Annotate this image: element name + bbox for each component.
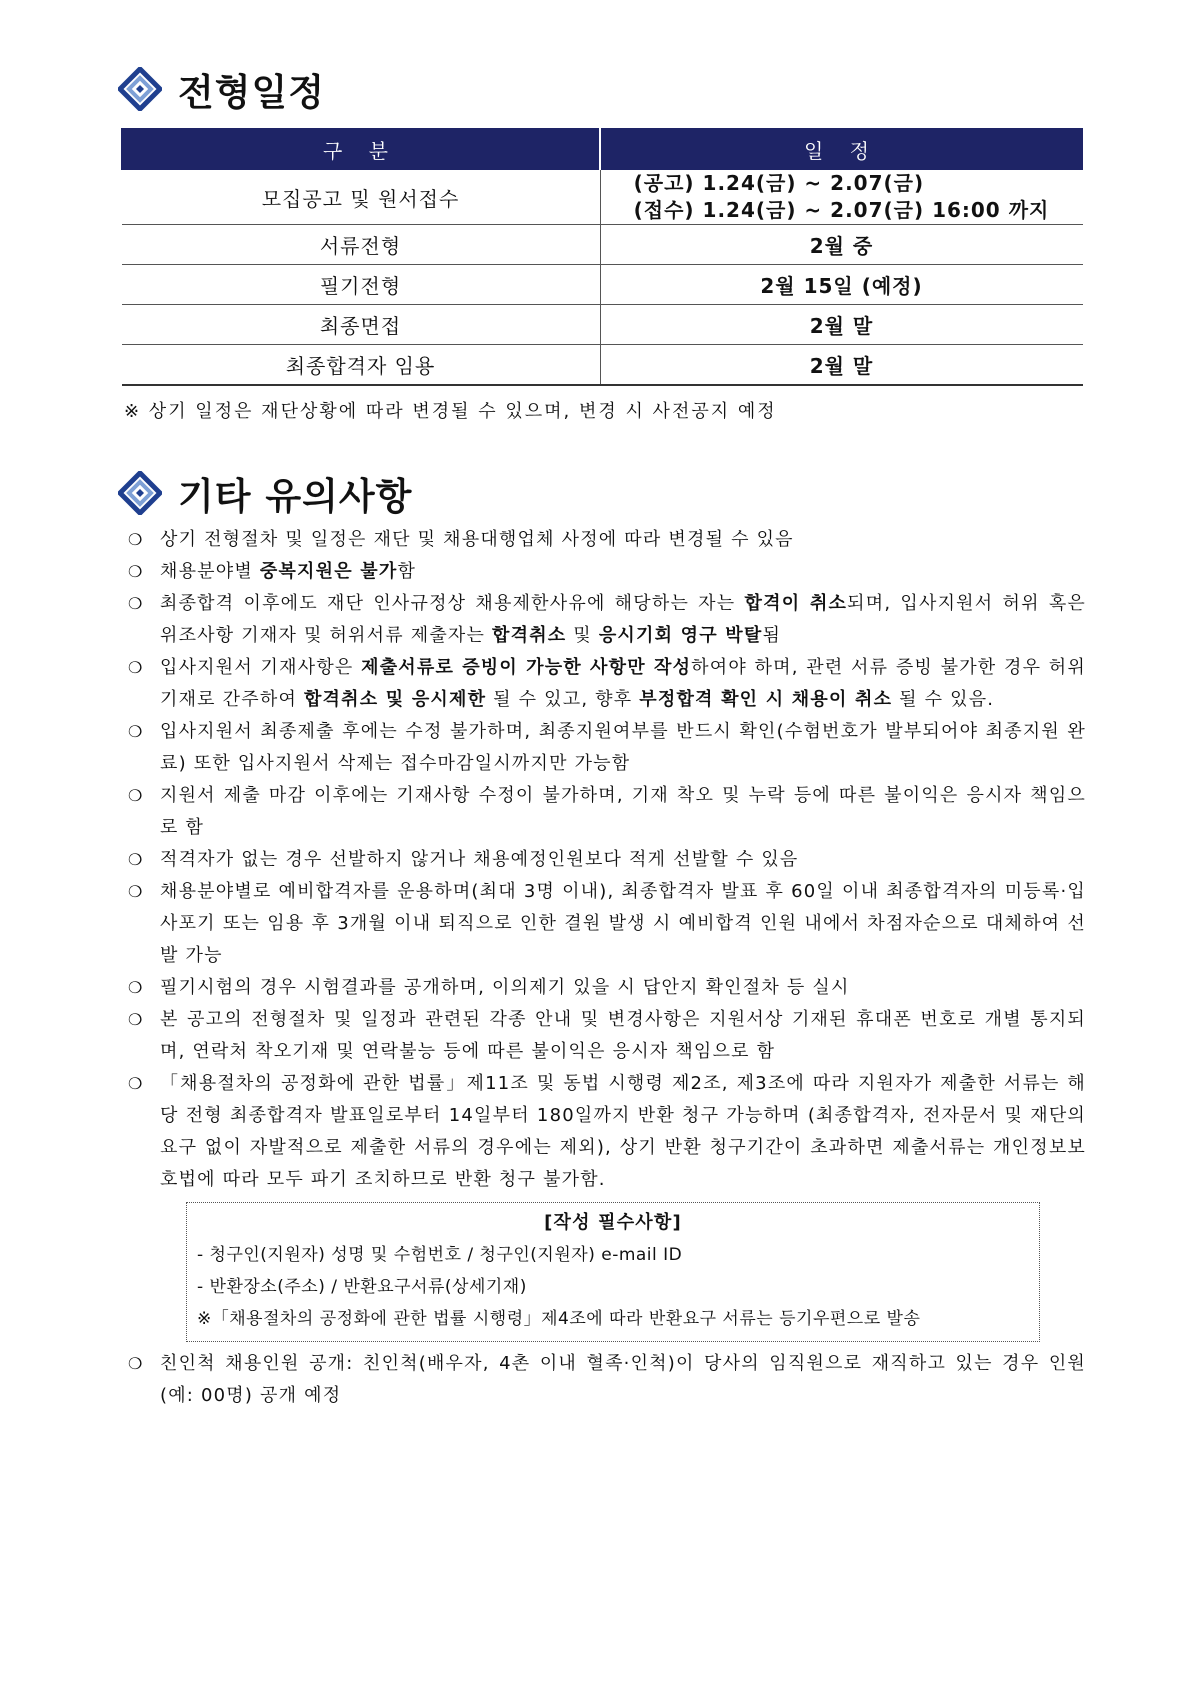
- circle-bullet-icon: ❍: [128, 530, 144, 549]
- circle-bullet-icon: ❍: [128, 1354, 144, 1373]
- diamond-logo-icon: [118, 67, 162, 111]
- application-period: (접수) 1.24(금) ~ 2.07(금) 16:00 까지: [633, 198, 1050, 222]
- row-value: 2월 중: [600, 225, 1083, 265]
- row-label: 서류전형: [122, 225, 601, 265]
- row-label: 최종면접: [122, 305, 601, 345]
- notes-list: [128, 524, 1086, 1412]
- circle-bullet-icon: ❍: [128, 786, 144, 805]
- list-item: ❍ 본 공고의 전형절차 및 일정과 관련된 각종 안내 및 변경사항은 지원서상 기재된 휴대폰 번호로 개별 통지되며, 연락처 착오기재 및 연락불능 등에 따른 불이익은 응시자 책임으로 함: [128, 1004, 1086, 1068]
- list-item: ❍ 최종합격 이후에도 재단 인사규정상 채용제한사유에 해당하는 자는 합격이 취소되며, 입사지원서 허위 혹은 위조사항 기재자 및 허위서류 제출자는 합격취소 및 응시기회 영구 박탈됨: [128, 588, 1086, 652]
- schedule-table: [121, 128, 1083, 386]
- circle-bullet-icon: ❍: [128, 1074, 144, 1093]
- notice-period: (공고) 1.24(금) ~ 2.07(금): [633, 171, 925, 195]
- schedule-note: ※ 상기 일정은 재단상황에 따라 변경될 수 있으며, 변경 시 사전공지 예정: [124, 401, 777, 422]
- table-row: [122, 265, 1083, 305]
- circle-bullet-icon: ❍: [128, 850, 144, 869]
- schedule-section-heading: [118, 62, 325, 116]
- row-value: 2월 말: [600, 305, 1083, 345]
- list-item: ❍ 필기시험의 경우 시험결과를 공개하며, 이의제기 있을 시 답안지 확인절차 등 실시: [128, 972, 1086, 1004]
- table-row: [122, 170, 1083, 225]
- row-label: 모집공고 및 원서접수: [122, 170, 601, 225]
- list-item: ❍ 상기 전형절차 및 일정은 재단 및 채용대행업체 사정에 따라 변경될 수 있음: [128, 524, 1086, 556]
- circle-bullet-icon: ❍: [128, 1010, 144, 1029]
- notes-section-title: 기타 유의사항: [178, 475, 413, 518]
- circle-bullet-icon: ❍: [128, 562, 144, 581]
- requirements-box: [186, 1202, 1040, 1342]
- requirements-box-item: [128, 1202, 1086, 1342]
- schedule-section-title: 전형일정: [178, 71, 325, 114]
- circle-bullet-icon: ❍: [128, 658, 144, 677]
- list-item: ❍ 입사지원서 최종제출 후에는 수정 불가하며, 최종지원여부를 반드시 확인(수험번호가 발부되어야 최종지원 완료) 또한 입사지원서 삭제는 접수마감일시까지만 가능함: [128, 716, 1086, 780]
- requirements-title: [작성 필수사항]: [544, 1212, 682, 1233]
- list-item: ❍ 적격자가 없는 경우 선발하지 않거나 채용예정인원보다 적게 선발할 수 있음: [128, 844, 1086, 876]
- list-item: ❍ 채용분야별로 예비합격자를 운용하며(최대 3명 이내), 최종합격자 발표 후 60일 이내 최종합격자의 미등록·입사포기 또는 임용 후 3개월 이내 퇴직으로 인한 결원 발생 시 예비합격 인원 내에서 차점자순으로 대체하여 선발 가능: [128, 876, 1086, 972]
- row-label: 필기전형: [122, 265, 601, 305]
- notes-section-heading: [118, 466, 412, 520]
- row-value: [600, 170, 1083, 225]
- requirement-line: - 청구인(지원자) 성명 및 수험번호 / 청구인(지원자) e-mail ID: [197, 1245, 683, 1265]
- table-row: [122, 305, 1083, 345]
- table-header-row: [122, 129, 1083, 170]
- row-value: 2월 말: [600, 345, 1083, 386]
- circle-bullet-icon: ❍: [128, 594, 144, 613]
- circle-bullet-icon: ❍: [128, 978, 144, 997]
- recruit-period: [634, 170, 1050, 224]
- list-item: ❍ 입사지원서 기재사항은 제출서류로 증빙이 가능한 사항만 작성하여야 하며, 관련 서류 증빙 불가한 경우 허위 기재로 간주하여 합격취소 및 응시제한 될 수 있고, 향후 부정합격 확인 시 채용이 취소 될 수 있음.: [128, 652, 1086, 716]
- circle-bullet-icon: ❍: [128, 882, 144, 901]
- list-item: ❍ 채용분야별 중복지원은 불가함: [128, 556, 1086, 588]
- list-item: ❍ 「채용절차의 공정화에 관한 법률」제11조 및 동법 시행령 제2조, 제3조에 따라 지원자가 제출한 서류는 해당 전형 최종합격자 발표일로부터 14일부터 180일까지 반환 청구 가능하며 (최종합격자, 전자문서 및 재단의 요구 없이 자발적으로 제출한 서류의 경우에는 제외), 상기 반환 청구기간이 초과하면 제출서류는 개인정보보호법에 따라 모두 파기 조치하므로 반환 청구 불가함.: [128, 1068, 1086, 1196]
- circle-bullet-icon: ❍: [128, 722, 144, 741]
- diamond-logo-icon: [118, 471, 162, 515]
- row-label: 최종합격자 임용: [122, 345, 601, 386]
- table-row: [122, 345, 1083, 386]
- requirement-line: - 반환장소(주소) / 반환요구서류(상세기재): [197, 1277, 527, 1297]
- list-item: ❍ 친인척 채용인원 공개: 친인척(배우자, 4촌 이내 혈족·인척)이 당사의 임직원으로 재직하고 있는 경우 인원(예: 00명) 공개 예정: [128, 1348, 1086, 1412]
- row-value: 2월 15일 (예정): [600, 265, 1083, 305]
- list-item: ❍ 지원서 제출 마감 이후에는 기재사항 수정이 불가하며, 기재 착오 및 누락 등에 따른 불이익은 응시자 책임으로 함: [128, 780, 1086, 844]
- header-schedule: 일 정: [600, 129, 1083, 170]
- table-row: [122, 225, 1083, 265]
- header-category: 구 분: [122, 129, 601, 170]
- requirement-line: ※「채용절차의 공정화에 관한 법률 시행령」제4조에 따라 반환요구 서류는 등기우편으로 발송: [197, 1309, 921, 1329]
